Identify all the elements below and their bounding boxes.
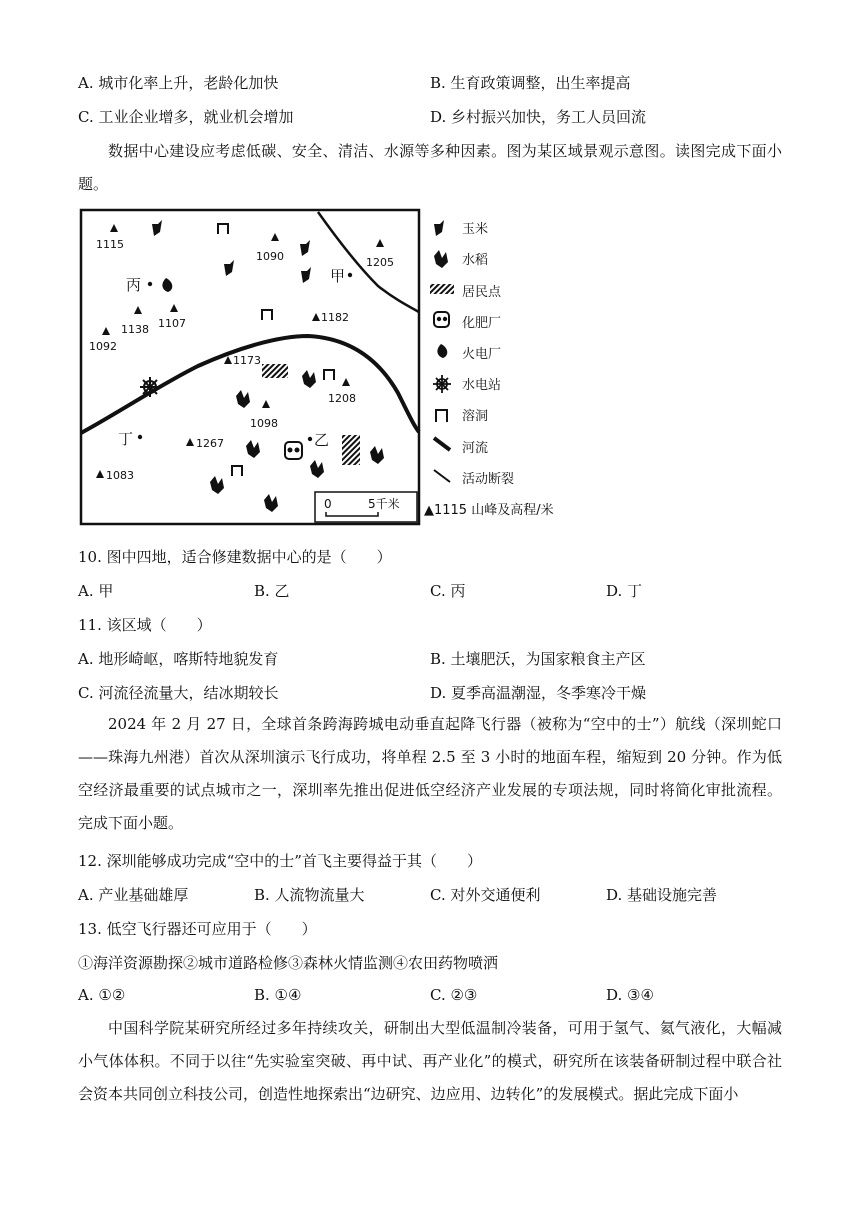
scale-distance-label: 5千米 [368, 497, 400, 511]
q10-option-b: B. 乙 [254, 582, 290, 600]
legend-label: 玉米 [462, 222, 489, 237]
q12-option-b: B. 人流物流量大 [254, 886, 365, 904]
karst-cave-icon [436, 410, 447, 422]
peak-label: 1267 [196, 437, 224, 450]
place-jia-dot [348, 273, 352, 277]
q9-option-b: B. 生育政策调整，出生率提高 [430, 74, 631, 92]
q11-option-a: A. 地形崎岖，喀斯特地貌发育 [78, 650, 279, 668]
place-yi-label: 乙 [314, 431, 330, 449]
q12-stem: 12. 深圳能够成功完成“空中的士”首飞主要得益于其（ ） [78, 852, 482, 870]
map-legend [424, 220, 554, 518]
legend-label: 居民点 [462, 285, 502, 300]
q13-option-b: B. ①④ [254, 986, 302, 1004]
landscape-map-figure [78, 208, 568, 526]
q13-option-c: C. ②③ [430, 986, 478, 1004]
q9-option-a: A. 城市化率上升，老龄化加快 [78, 74, 279, 92]
q12-option-d: D. 基础设施完善 [606, 886, 718, 904]
place-jia-label: 甲 [330, 267, 346, 285]
peak-label: 1107 [158, 317, 186, 330]
q11-option-c: C. 河流径流量大，结冰期较长 [78, 684, 279, 702]
legend-label: 水电站 [462, 378, 502, 393]
q10-option-c: C. 丙 [430, 582, 466, 600]
place-ding-dot [138, 435, 142, 439]
hydropower-icon [433, 375, 451, 393]
legend-label: 水稻 [462, 253, 489, 268]
cas-intro-paragraph: 中国科学院某研究所经过多年持续攻关，研制出大型低温制冷装备，可用于氢气、氦气液化，大幅减小气体体积。不同于以往“先实验室突破、再中试、再产业化”的模式，研究所在该装备研制过程中联合社会资本共同创立科技公司，创造性地探索出“边研究、边应用、边转化”的发展模式。据此完成下面小 [78, 1019, 782, 1103]
legend-label: ▲1115 山峰及高程/米 [424, 503, 554, 518]
peak-label: 1182 [321, 311, 349, 324]
settlement-icon [262, 364, 288, 378]
q13-option-a: A. ①② [78, 986, 126, 1004]
legend-label: 活动断裂 [462, 472, 515, 487]
rice-icon [434, 250, 448, 268]
peak-label: 1173 [233, 354, 261, 367]
peak-label: 1083 [106, 469, 134, 482]
q13-stem: 13. 低空飞行器还可应用于（ ） [78, 920, 317, 938]
peak-label: 1205 [366, 256, 394, 269]
settlement-icon [430, 284, 454, 294]
q9-option-c: C. 工业企业增多，就业机会增加 [78, 108, 294, 126]
peak-label: 1098 [250, 417, 278, 430]
landscape-map-svg [78, 208, 568, 526]
q11-stem: 11. 该区域（ ） [78, 616, 212, 634]
q10-option-d: D. 丁 [606, 582, 643, 600]
q11-option-d: D. 夏季高温潮湿，冬季寒冷干燥 [430, 684, 647, 702]
q12-option-a: A. 产业基础雄厚 [78, 886, 189, 904]
q9-option-d: D. 乡村振兴加快，务工人员回流 [430, 108, 647, 126]
q12-option-c: C. 对外交通便利 [430, 886, 541, 904]
place-ding-label: 丁 [118, 430, 134, 448]
legend-label: 化肥厂 [462, 316, 502, 331]
corn-icon [434, 220, 444, 236]
q10-option-a: A. 甲 [78, 582, 114, 600]
peak-label: 1115 [96, 238, 124, 251]
q10-stem: 10. 图中四地，适合修建数据中心的是（ ） [78, 548, 392, 566]
fertilizer-plant-icon [434, 312, 449, 327]
fault-icon [434, 470, 450, 482]
flight-intro-paragraph: 2024 年 2 月 27 日，全球首条跨海跨城电动垂直起降飞行器（被称为“空中的士”）航线（深圳蛇口——珠海九州港）首次从深圳演示飞行成功，将单程 2.5 至 3 小时的地面车程，缩短到 20 分钟。作为低空经济最重要的试点城市之一，深圳率先推出促进低空经济产业发展的专项法规，同时将简化审批流程。完成下面小题。 [78, 715, 782, 832]
river-icon [434, 438, 450, 450]
hydropower-icon [140, 377, 160, 397]
peak-label: 1138 [121, 323, 149, 336]
q13-option-d: D. ③④ [606, 986, 654, 1004]
place-bing-dot [148, 282, 152, 286]
q11-option-b: B. 土壤肥沃，为国家粮食主产区 [430, 650, 646, 668]
scale-bar [315, 492, 417, 522]
thermal-power-icon [437, 344, 447, 358]
place-bing-label: 丙 [126, 276, 142, 294]
map-intro-paragraph: 数据中心建设应考虑低碳、安全、清洁、水源等多种因素。图为某区域景观示意图。读图完成下面小题。 [78, 142, 782, 193]
peak-label: 1092 [89, 340, 117, 353]
settlement-icon [342, 435, 360, 465]
peak-label: 1090 [256, 250, 284, 263]
scale-zero-label: 0 [324, 497, 332, 511]
legend-label: 河流 [462, 441, 489, 456]
legend-label: 溶洞 [462, 409, 489, 424]
q13-items: ①海洋资源勘探②城市道路检修③森林火情监测④农田药物喷洒 [78, 954, 499, 972]
place-yi-dot [308, 437, 312, 441]
peak-label: 1208 [328, 392, 356, 405]
legend-label: 火电厂 [462, 347, 502, 362]
